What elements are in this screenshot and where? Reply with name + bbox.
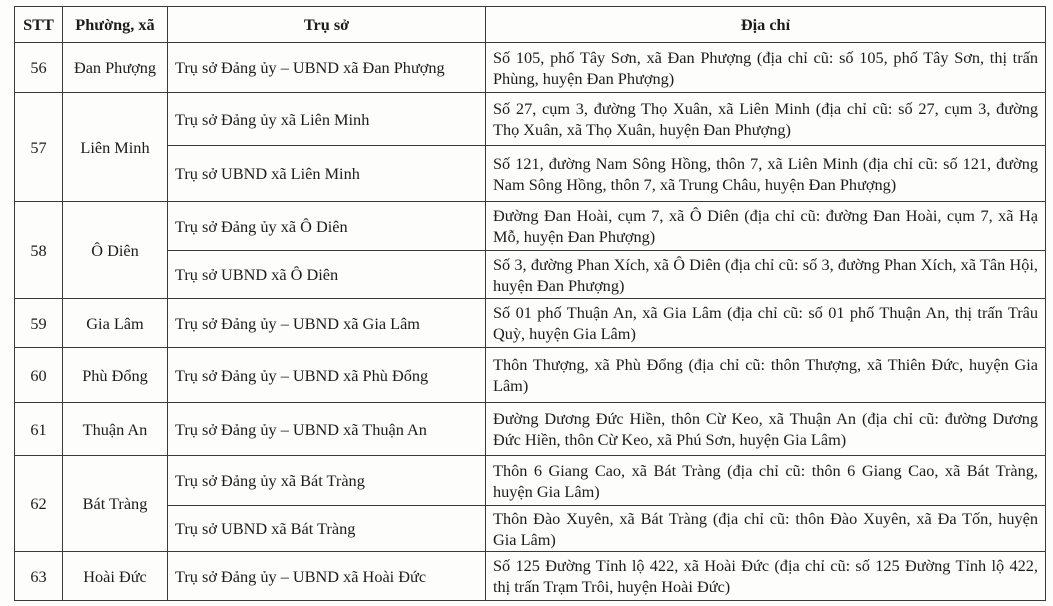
- header-ward: Phường, xã: [63, 7, 168, 43]
- stt-cell: 61: [15, 403, 63, 456]
- address-cell: Thôn 6 Giang Cao, xã Bát Tràng (địa chỉ cũ: thôn 6 Giang Cao, xã Bát Tràng, huyện Gia Lâm): [486, 456, 1046, 506]
- header-address: Địa chỉ: [486, 7, 1046, 43]
- ward-cell: Gia Lâm: [63, 299, 168, 348]
- ward-cell: Hoài Đức: [63, 552, 168, 601]
- table-row: [15, 146, 1046, 202]
- table-row: [15, 403, 1046, 456]
- hq-cell: Trụ sở Đảng ủy – UBND xã Phù Đổng: [168, 348, 486, 403]
- header-stt: STT: [15, 7, 63, 43]
- address-cell: Đường Đan Hoài, cụm 7, xã Ô Diên (địa chỉ cũ: đường Đan Hoài, cụm 7, xã Hạ Mỗ, huyện Đan Phượng): [486, 202, 1046, 251]
- table-body: [15, 43, 1046, 601]
- address-cell: Số 105, phố Tây Sơn, xã Đan Phượng (địa chỉ cũ: số 105, phố Tây Sơn, thị trấn Phùng, huyện Đan Phượng): [486, 43, 1046, 93]
- ward-cell: Bát Tràng: [63, 456, 168, 552]
- stt-cell: 58: [15, 202, 63, 299]
- hq-cell: Trụ sở Đảng ủy – UBND xã Hoài Đức: [168, 552, 486, 601]
- table-row: [15, 456, 1046, 506]
- hq-cell: Trụ sở Đảng ủy – UBND xã Gia Lâm: [168, 299, 486, 348]
- address-cell: Số 01 phố Thuận An, xã Gia Lâm (địa chỉ cũ: số 01 phố Thuận An, thị trấn Trâu Quỳ, huyện Gia Lâm): [486, 299, 1046, 348]
- office-address-table: [14, 6, 1046, 601]
- stt-cell: 56: [15, 43, 63, 93]
- hq-cell: Trụ sở Đảng ủy xã Ô Diên: [168, 202, 486, 251]
- table-row: [15, 552, 1046, 601]
- stt-cell: 63: [15, 552, 63, 601]
- hq-cell: Trụ sở UBND xã Ô Diên: [168, 251, 486, 299]
- hq-cell: Trụ sở Đảng ủy – UBND xã Thuận An: [168, 403, 486, 456]
- table-row: [15, 348, 1046, 403]
- header-hq: Trụ sở: [168, 7, 486, 43]
- stt-cell: 57: [15, 93, 63, 202]
- address-cell: Thôn Đào Xuyên, xã Bát Tràng (địa chỉ cũ: thôn Đào Xuyên, xã Đa Tốn, huyện Gia Lâm): [486, 506, 1046, 552]
- stt-cell: 62: [15, 456, 63, 552]
- hq-cell: Trụ sở Đảng ủy xã Liên Minh: [168, 93, 486, 146]
- stt-cell: 59: [15, 299, 63, 348]
- table-row: [15, 251, 1046, 299]
- address-cell: Số 121, đường Nam Sông Hồng, thôn 7, xã Liên Minh (địa chỉ cũ: số 121, đường Nam Sông Hồng, thôn 7, xã Trung Châu, huyện Đan Phượng): [486, 146, 1046, 202]
- table-row: [15, 202, 1046, 251]
- hq-cell: Trụ sở UBND xã Liên Minh: [168, 146, 486, 202]
- table-row: [15, 299, 1046, 348]
- ward-cell: Phù Đổng: [63, 348, 168, 403]
- stt-cell: 60: [15, 348, 63, 403]
- hq-cell: Trụ sở Đảng ủy xã Bát Tràng: [168, 456, 486, 506]
- address-cell: Đường Dương Đức Hiền, thôn Cừ Keo, xã Thuận An (địa chỉ cũ: đường Dương Đức Hiền, thôn Cừ Keo, xã Phú Sơn, huyện Gia Lâm): [486, 403, 1046, 456]
- table-row: [15, 506, 1046, 552]
- header-row: [15, 7, 1046, 43]
- ward-cell: Liên Minh: [63, 93, 168, 202]
- address-cell: Số 125 Đường Tỉnh lộ 422, xã Hoài Đức (địa chỉ cũ: số 125 Đường Tỉnh lộ 422, thị trấn Trạm Trôi, huyện Hoài Đức): [486, 552, 1046, 601]
- table-header: [15, 7, 1046, 43]
- hq-cell: Trụ sở UBND xã Bát Tràng: [168, 506, 486, 552]
- table-row: [15, 43, 1046, 93]
- ward-cell: Đan Phượng: [63, 43, 168, 93]
- ward-cell: Ô Diên: [63, 202, 168, 299]
- hq-cell: Trụ sở Đảng ủy – UBND xã Đan Phượng: [168, 43, 486, 93]
- address-cell: Số 3, đường Phan Xích, xã Ô Diên (địa chỉ cũ: số 3, đường Phan Xích, xã Tân Hội, huyện Đan Phượng): [486, 251, 1046, 299]
- ward-cell: Thuận An: [63, 403, 168, 456]
- address-cell: Số 27, cụm 3, đường Thọ Xuân, xã Liên Minh (địa chỉ cũ: số 27, cụm 3, đường Thọ Xuân, xã Thọ Xuân, huyện Đan Phượng): [486, 93, 1046, 146]
- table-row: [15, 93, 1046, 146]
- address-cell: Thôn Thượng, xã Phù Đổng (địa chỉ cũ: thôn Thượng, xã Thiên Đức, huyện Gia Lâm): [486, 348, 1046, 403]
